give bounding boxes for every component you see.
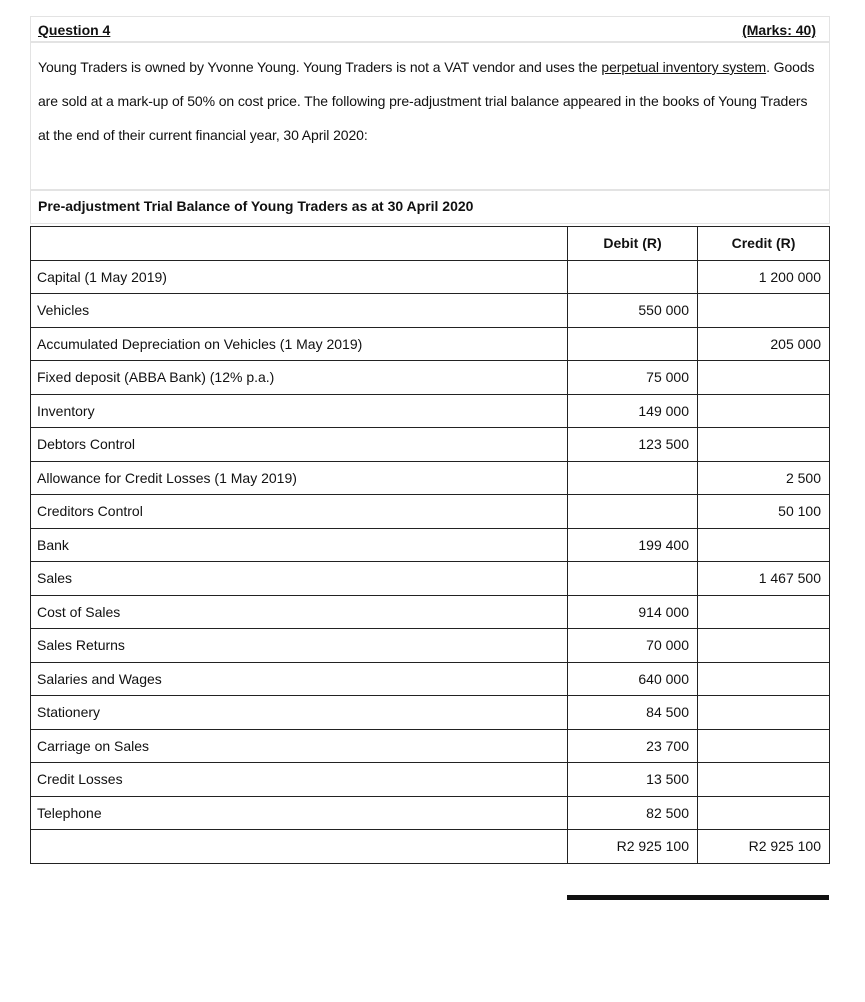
cell-debit: 199 400 bbox=[568, 528, 698, 562]
table-row bbox=[31, 562, 830, 596]
table-row bbox=[31, 294, 830, 328]
cell-credit bbox=[698, 394, 830, 428]
question-intro bbox=[38, 50, 822, 152]
table-body bbox=[31, 260, 830, 863]
table-row bbox=[31, 763, 830, 797]
intro-text-part1: Young Traders is owned by Yvonne Young. Young Traders is not a VAT vendor and uses the bbox=[38, 59, 602, 75]
cell-account: Cost of Sales bbox=[31, 595, 568, 629]
cell-account: Inventory bbox=[31, 394, 568, 428]
cell-account: Creditors Control bbox=[31, 495, 568, 529]
question-title: Question 4 bbox=[38, 22, 111, 38]
cell-account: Telephone bbox=[31, 796, 568, 830]
table-row bbox=[31, 327, 830, 361]
table-row bbox=[31, 528, 830, 562]
total-double-underline bbox=[567, 895, 829, 900]
cell-account: Sales Returns bbox=[31, 629, 568, 663]
cell-credit bbox=[698, 528, 830, 562]
cell-credit: 50 100 bbox=[698, 495, 830, 529]
cell-account: Debtors Control bbox=[31, 428, 568, 462]
cell-account: Capital (1 May 2019) bbox=[31, 260, 568, 294]
cell-account: Fixed deposit (ABBA Bank) (12% p.a.) bbox=[31, 361, 568, 395]
cell-debit bbox=[568, 495, 698, 529]
cell-debit bbox=[568, 562, 698, 596]
table-row bbox=[31, 461, 830, 495]
question-header bbox=[30, 18, 828, 40]
table-row bbox=[31, 361, 830, 395]
cell-credit bbox=[698, 595, 830, 629]
cell-credit bbox=[698, 729, 830, 763]
cell-credit: 2 500 bbox=[698, 461, 830, 495]
table-row bbox=[31, 662, 830, 696]
cell-account: Sales bbox=[31, 562, 568, 596]
cell-credit bbox=[698, 294, 830, 328]
header-debit: Debit (R) bbox=[568, 227, 698, 261]
cell-account bbox=[31, 830, 568, 864]
table-row bbox=[31, 696, 830, 730]
totals-row bbox=[31, 830, 830, 864]
cell-debit: R2 925 100 bbox=[568, 830, 698, 864]
cell-account: Bank bbox=[31, 528, 568, 562]
cell-credit: 205 000 bbox=[698, 327, 830, 361]
cell-debit bbox=[568, 327, 698, 361]
cell-credit bbox=[698, 696, 830, 730]
header-description bbox=[31, 227, 568, 261]
intro-text-part2: . Goods are sold at a mark-up of 50% on cost price. The following pre-adjustment trial balance appeared in the books of Young Traders at the end of their current financial year, 30 April 2020: bbox=[38, 59, 815, 143]
cell-debit: 123 500 bbox=[568, 428, 698, 462]
cell-credit bbox=[698, 763, 830, 797]
cell-account: Vehicles bbox=[31, 294, 568, 328]
table-row bbox=[31, 495, 830, 529]
cell-debit: 23 700 bbox=[568, 729, 698, 763]
cell-credit: R2 925 100 bbox=[698, 830, 830, 864]
question-marks: (Marks: 40) bbox=[742, 22, 816, 38]
cell-account: Allowance for Credit Losses (1 May 2019) bbox=[31, 461, 568, 495]
trial-balance-title: Pre-adjustment Trial Balance of Young Traders as at 30 April 2020 bbox=[38, 198, 474, 214]
cell-credit bbox=[698, 662, 830, 696]
table-row bbox=[31, 796, 830, 830]
cell-account: Stationery bbox=[31, 696, 568, 730]
cell-account: Accumulated Depreciation on Vehicles (1 May 2019) bbox=[31, 327, 568, 361]
cell-account: Credit Losses bbox=[31, 763, 568, 797]
intro-underlined-term: perpetual inventory system bbox=[601, 59, 767, 75]
table-row bbox=[31, 428, 830, 462]
cell-debit bbox=[568, 260, 698, 294]
cell-debit: 82 500 bbox=[568, 796, 698, 830]
table-row bbox=[31, 595, 830, 629]
cell-credit bbox=[698, 796, 830, 830]
cell-credit: 1 200 000 bbox=[698, 260, 830, 294]
cell-credit bbox=[698, 428, 830, 462]
table-row bbox=[31, 394, 830, 428]
cell-debit: 84 500 bbox=[568, 696, 698, 730]
cell-debit: 550 000 bbox=[568, 294, 698, 328]
cell-debit: 13 500 bbox=[568, 763, 698, 797]
cell-debit: 149 000 bbox=[568, 394, 698, 428]
table-row bbox=[31, 260, 830, 294]
cell-account: Carriage on Sales bbox=[31, 729, 568, 763]
cell-debit: 914 000 bbox=[568, 595, 698, 629]
table-row bbox=[31, 729, 830, 763]
cell-credit bbox=[698, 361, 830, 395]
cell-credit: 1 467 500 bbox=[698, 562, 830, 596]
cell-account: Salaries and Wages bbox=[31, 662, 568, 696]
trial-balance-table bbox=[30, 226, 830, 864]
cell-debit bbox=[568, 461, 698, 495]
table-header-row bbox=[31, 227, 830, 261]
table-row bbox=[31, 629, 830, 663]
cell-credit bbox=[698, 629, 830, 663]
cell-debit: 640 000 bbox=[568, 662, 698, 696]
cell-debit: 70 000 bbox=[568, 629, 698, 663]
cell-debit: 75 000 bbox=[568, 361, 698, 395]
header-credit: Credit (R) bbox=[698, 227, 830, 261]
